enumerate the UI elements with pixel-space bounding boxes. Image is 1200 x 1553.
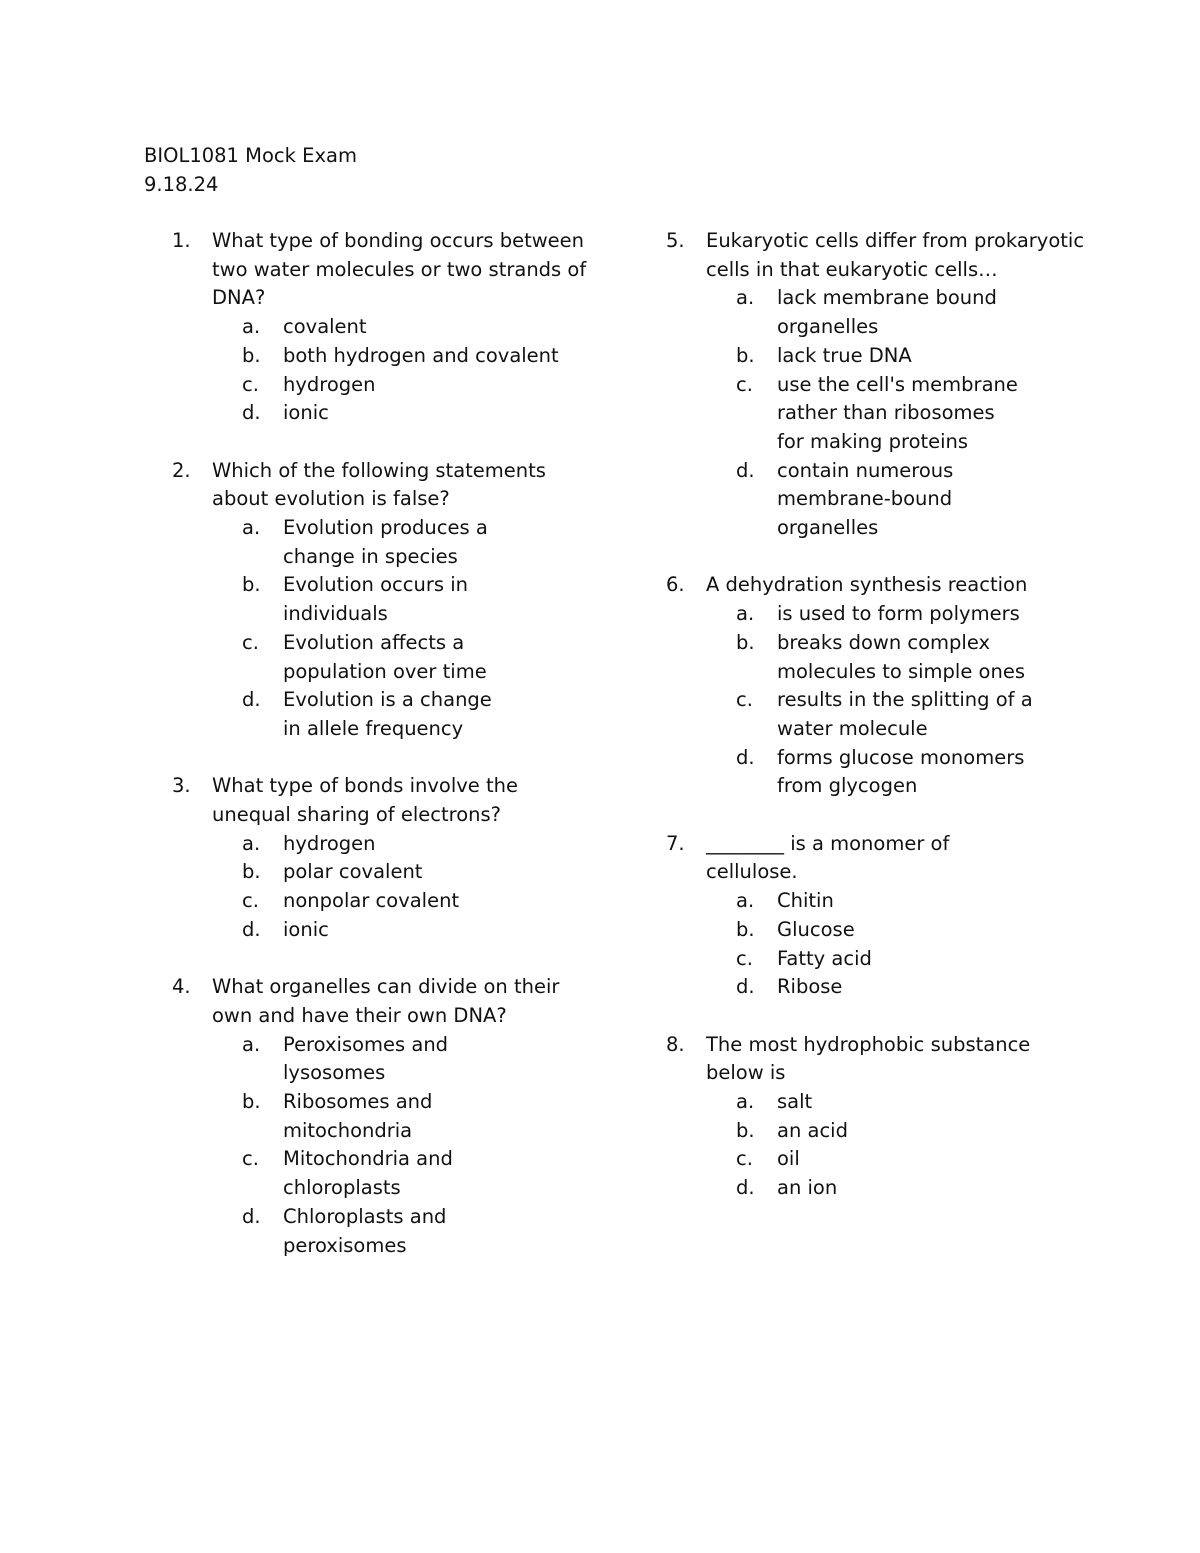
option-letter: c. xyxy=(242,1147,259,1171)
option-letter: d. xyxy=(736,1176,755,1200)
question-number: 1. xyxy=(172,229,191,252)
option-text: Mitochondria and chloroplasts xyxy=(283,1147,453,1200)
option-text: use the cell's membrane rather than ribosomes for making proteins xyxy=(777,372,1018,453)
answer-option xyxy=(242,916,592,945)
question-6 xyxy=(666,571,1086,801)
option-letter: a. xyxy=(736,889,755,913)
answer-option xyxy=(242,1203,482,1260)
option-letter: b. xyxy=(736,1118,755,1142)
option-letter: d. xyxy=(242,401,261,425)
left-column xyxy=(172,227,592,1289)
answer-option xyxy=(242,830,592,859)
answer-options xyxy=(242,1031,482,1261)
option-text: ionic xyxy=(283,401,329,425)
answer-option xyxy=(242,399,592,428)
question-7 xyxy=(666,830,1086,1002)
option-letter: a. xyxy=(736,602,755,626)
option-letter: d. xyxy=(736,458,755,482)
option-letter: c. xyxy=(242,372,259,396)
option-letter: a. xyxy=(736,286,755,310)
option-letter: c. xyxy=(736,1147,753,1171)
option-letter: d. xyxy=(242,917,261,941)
option-text: both hydrogen and covalent xyxy=(283,343,559,367)
option-letter: b. xyxy=(242,860,261,884)
question-5 xyxy=(666,227,1086,543)
option-text: Ribosomes and mitochondria xyxy=(283,1090,433,1142)
answer-option xyxy=(736,1117,1086,1146)
option-letter: b. xyxy=(736,917,755,941)
option-text: Ribose xyxy=(777,975,843,999)
option-text: Peroxisomes and lysosomes xyxy=(283,1032,449,1085)
option-text: Evolution produces a change in species xyxy=(283,516,488,568)
option-text: contain numerous membrane-bound organelles xyxy=(777,458,954,540)
option-letter: a. xyxy=(736,1090,755,1114)
option-text: hydrogen xyxy=(283,372,376,396)
answer-option xyxy=(242,858,592,887)
question-text: Which of the following statements about evolution is false? xyxy=(212,458,546,511)
option-letter: a. xyxy=(242,831,261,855)
right-column xyxy=(666,227,1086,1232)
answer-option xyxy=(736,284,1026,341)
option-text: lack true DNA xyxy=(777,343,912,367)
answer-option xyxy=(736,342,1026,371)
option-text: Fatty acid xyxy=(777,946,872,970)
question-text: What type of bonds involve the unequal sharing of electrons? xyxy=(212,774,518,827)
question-text: ________ is a monomer of cellulose. xyxy=(706,831,950,884)
option-text: oil xyxy=(777,1147,800,1171)
answer-option xyxy=(736,629,1046,686)
option-text: ionic xyxy=(283,917,329,941)
option-text: Glucose xyxy=(777,917,855,941)
question-2 xyxy=(172,457,592,744)
exam-title: BIOL1081 Mock Exam xyxy=(144,144,357,167)
option-letter: b. xyxy=(736,630,755,654)
option-letter: b. xyxy=(242,1090,261,1114)
answer-option xyxy=(736,916,1086,945)
answer-option xyxy=(242,371,592,400)
question-text: A dehydration synthesis reaction xyxy=(706,573,1028,597)
option-text: nonpolar covalent xyxy=(283,889,460,913)
answer-options xyxy=(242,514,492,744)
answer-options xyxy=(736,1088,1086,1203)
question-number: 8. xyxy=(666,1032,685,1056)
answer-options xyxy=(242,830,592,945)
option-letter: c. xyxy=(736,688,753,712)
answer-option xyxy=(736,973,1086,1002)
question-number: 2. xyxy=(172,458,191,482)
option-text: Chloroplasts and peroxisomes xyxy=(283,1204,447,1257)
question-8 xyxy=(666,1031,1086,1203)
question-3 xyxy=(172,772,592,944)
question-number: 5. xyxy=(666,229,685,252)
option-text: Evolution affects a population over time xyxy=(283,630,487,683)
option-text: Evolution is a change in allele frequency xyxy=(283,688,492,740)
answer-option xyxy=(242,686,492,743)
answer-options xyxy=(736,600,1046,801)
answer-option xyxy=(736,1088,1086,1117)
option-letter: d. xyxy=(242,688,261,712)
option-letter: d. xyxy=(736,975,755,999)
option-letter: c. xyxy=(736,946,753,970)
answer-option xyxy=(242,571,492,628)
answer-option xyxy=(242,342,592,371)
option-text: Evolution occurs in individuals xyxy=(283,573,469,626)
question-number: 3. xyxy=(172,774,191,798)
option-letter: b. xyxy=(242,343,261,367)
answer-option xyxy=(736,945,1086,974)
question-text: Eukaryotic cells differ from prokaryotic cells in that eukaryotic cells… xyxy=(706,229,1085,281)
answer-options xyxy=(736,887,1086,1002)
answer-option xyxy=(242,1088,482,1145)
question-4 xyxy=(172,973,592,1260)
answer-option xyxy=(736,371,1026,457)
option-text: polar covalent xyxy=(283,860,423,884)
answer-option xyxy=(242,887,592,916)
answer-option xyxy=(242,1031,482,1088)
answer-option xyxy=(242,313,592,342)
option-text: hydrogen xyxy=(283,831,376,855)
answer-option xyxy=(736,600,1046,629)
question-number: 4. xyxy=(172,975,191,999)
option-letter: c. xyxy=(242,630,259,654)
question-text: What organelles can divide on their own and have their own DNA? xyxy=(212,975,560,1027)
option-text: results in the splitting of a water molecule xyxy=(777,688,1033,740)
answer-option xyxy=(736,457,1026,543)
question-number: 6. xyxy=(666,573,685,597)
option-text: breaks down complex molecules to simple ones xyxy=(777,630,1025,683)
option-text: an acid xyxy=(777,1118,848,1142)
answer-option xyxy=(736,686,1046,743)
exam-header xyxy=(144,142,644,199)
option-text: covalent xyxy=(283,315,367,339)
answer-option xyxy=(736,1145,1086,1174)
answer-option xyxy=(736,744,1046,801)
option-letter: b. xyxy=(242,573,261,597)
answer-option xyxy=(242,514,492,571)
option-letter: b. xyxy=(736,343,755,367)
option-text: an ion xyxy=(777,1176,838,1200)
question-text: The most hydrophobic substance below is xyxy=(706,1032,1031,1085)
answer-option xyxy=(242,629,492,686)
option-text: salt xyxy=(777,1090,813,1114)
option-text: lack membrane bound organelles xyxy=(777,286,997,339)
answer-option xyxy=(736,887,1086,916)
option-letter: a. xyxy=(242,315,261,339)
question-text: What type of bonding occurs between two water molecules or two strands of DNA? xyxy=(212,229,587,310)
answer-options xyxy=(736,284,1026,542)
option-text: Chitin xyxy=(777,889,834,913)
question-number: 7. xyxy=(666,831,685,855)
option-letter: d. xyxy=(242,1204,261,1228)
option-letter: c. xyxy=(242,889,259,913)
answer-option xyxy=(736,1174,1086,1203)
option-letter: d. xyxy=(736,745,755,769)
exam-date: 9.18.24 xyxy=(144,172,219,196)
option-text: forms glucose monomers from glycogen xyxy=(777,745,1025,798)
answer-option xyxy=(242,1145,482,1202)
answer-options xyxy=(242,313,592,428)
option-letter: c. xyxy=(736,372,753,396)
option-letter: a. xyxy=(242,516,261,540)
option-letter: a. xyxy=(242,1032,261,1056)
option-text: is used to form polymers xyxy=(777,602,1020,626)
question-1 xyxy=(172,227,592,428)
